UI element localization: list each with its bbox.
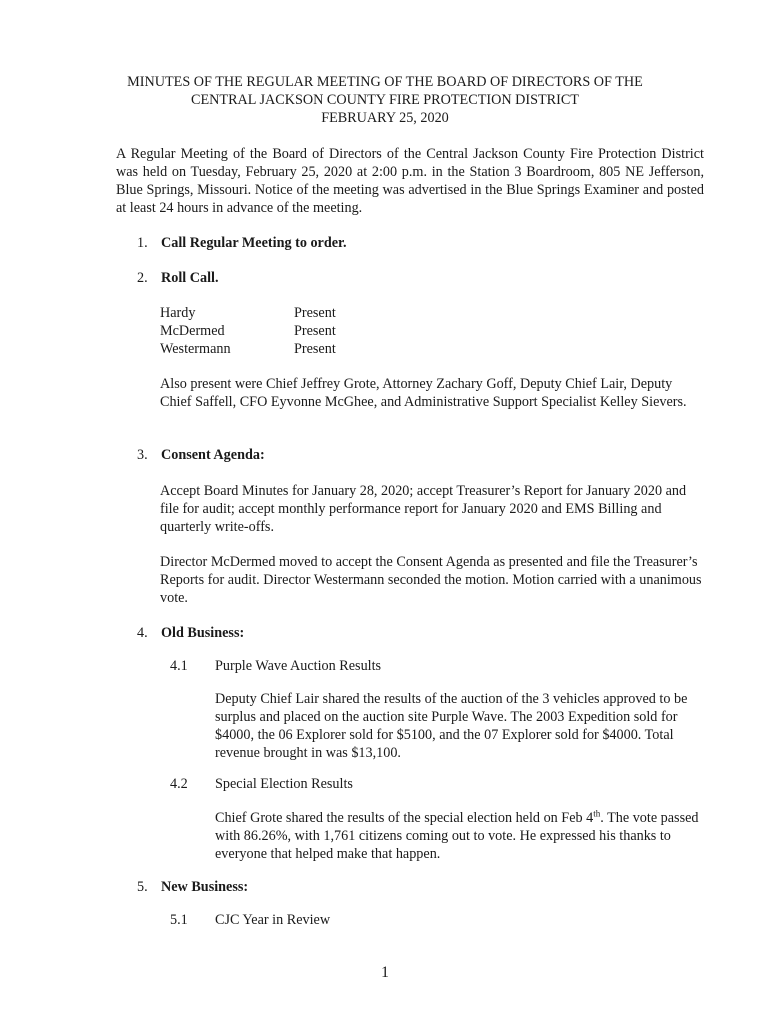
- item-label: Roll Call.: [161, 270, 219, 286]
- consent-agenda-items: Accept Board Minutes for January 28, 2020; accept Treasurer’s Report for January 2020 and file for audit; accept monthly performance report for January 2020 and EMS Billing and quarterly write-offs.: [160, 483, 687, 535]
- subitem-title: Special Election Results: [215, 776, 353, 792]
- subitem-title: Purple Wave Auction Results: [215, 658, 382, 674]
- roll-call-row: [160, 304, 336, 322]
- item-number: 3.: [137, 447, 148, 463]
- item-number: 1.: [137, 235, 148, 251]
- subitem-number: 4.2: [170, 776, 188, 792]
- item-number: 2.: [137, 270, 148, 286]
- page-number: 1: [381, 964, 389, 981]
- item-call-to-order: [137, 234, 347, 252]
- subitem-title: CJC Year in Review: [215, 912, 331, 928]
- roll-call-row: [160, 340, 336, 358]
- document-title: [0, 73, 770, 127]
- roll-call-list: [160, 304, 336, 358]
- also-present-paragraph: Also present were Chief Jeffrey Grote, Attorney Zachary Goff, Deputy Chief Lair, Deputy Chief Saffell, CFO Eyvonne McGhee, and Administrative Support Specialist Kelley Sievers.: [160, 376, 687, 410]
- election-text-start: Chief Grote shared the results of the special election held on Feb 4: [215, 810, 594, 826]
- title-line-2: CENTRAL JACKSON COUNTY FIRE PROTECTION DISTRICT: [191, 92, 579, 108]
- director-name: Hardy: [160, 305, 196, 321]
- subitem-auction-results: [170, 657, 381, 675]
- item-label: New Business:: [161, 879, 249, 895]
- subitem-year-in-review: [170, 911, 330, 929]
- item-label: Old Business:: [161, 625, 245, 641]
- ordinal-suffix: th: [593, 808, 601, 819]
- roll-call-row: [160, 322, 336, 340]
- election-text-end: . The vote passed with 86.26%, with 1,761 citizens coming out to vote. He expressed his thanks to everyone that helped make that happen.: [215, 810, 699, 862]
- item-consent-agenda: [137, 446, 265, 464]
- director-name: Westermann: [160, 341, 231, 357]
- item-new-business: [137, 878, 248, 896]
- item-old-business: [137, 624, 244, 642]
- auction-results-paragraph: Deputy Chief Lair shared the results of the auction of the 3 vehicles approved to be surplus and placed on the auction site Purple Wave. The 2003 Expedition sold for $4000, the 06 Explorer sold for $5100, and the 07 Explorer sold for $4000. Total revenue brought in was $13,100.: [215, 691, 688, 761]
- attendance-status: Present: [294, 305, 336, 321]
- intro-paragraph: A Regular Meeting of the Board of Directors of the Central Jackson County Fire Protection District was held on Tuesday, February 25, 2020 at 2:00 p.m. in the Station 3 Boardroom, 805 NE Jefferson, Blue Springs, Missouri. Notice of the meeting was advertised in the Blue Springs Examiner and posted at least 24 hours in advance of the meeting.: [116, 146, 704, 216]
- attendance-status: Present: [294, 341, 336, 357]
- item-label: Consent Agenda:: [161, 447, 265, 463]
- item-label: Call Regular Meeting to order.: [161, 235, 347, 251]
- item-number: 5.: [137, 879, 148, 895]
- title-line-1: MINUTES OF THE REGULAR MEETING OF THE BOARD OF DIRECTORS OF THE: [127, 74, 643, 90]
- item-roll-call: [137, 269, 219, 287]
- consent-agenda-motion: Director McDermed moved to accept the Consent Agenda as presented and file the Treasurer’s Reports for audit. Director Westermann seconded the motion. Motion carried with a unanimous vote.: [160, 554, 702, 606]
- attendance-status: Present: [294, 323, 336, 339]
- director-name: McDermed: [160, 323, 225, 339]
- subitem-number: 4.1: [170, 658, 188, 674]
- election-results-paragraph: [215, 809, 705, 863]
- item-number: 4.: [137, 625, 148, 641]
- title-date: FEBRUARY 25, 2020: [321, 110, 449, 126]
- subitem-number: 5.1: [170, 912, 188, 928]
- subitem-election-results: [170, 775, 353, 793]
